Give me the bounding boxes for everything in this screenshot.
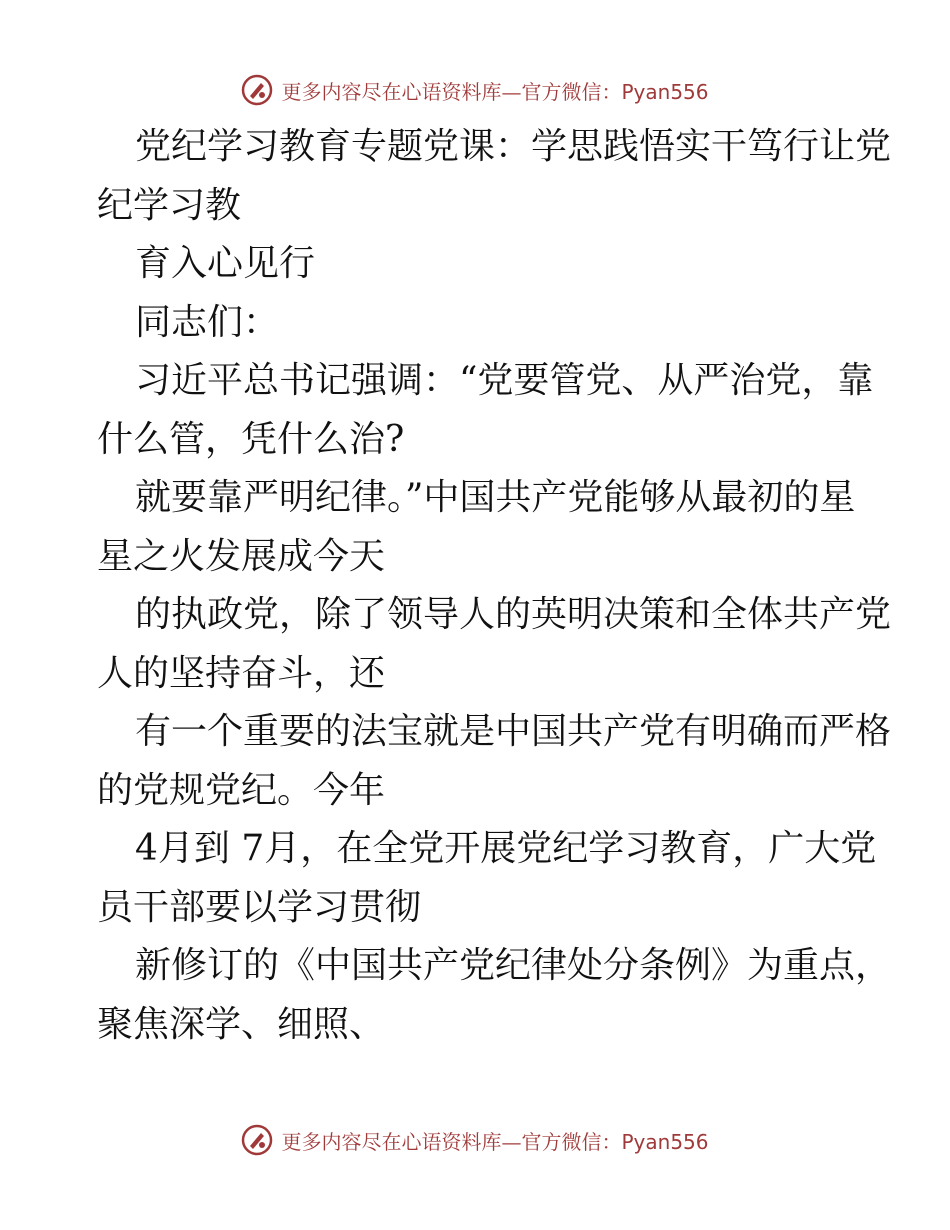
text-line: 的党规党纪。今年 [97, 769, 386, 811]
text-line: 习近平总书记强调：“党要管党、从严治党，靠 [135, 360, 874, 401]
text-line: 就要靠严明纪律。”中国共产党能够从最初的星 [135, 477, 856, 518]
text-line: 同志们： [135, 301, 280, 343]
footer-watermark [0, 1120, 950, 1160]
watermark-text: 更多内容尽在心语资料库—官方微信：Pyan556 [281, 1129, 709, 1154]
text-line: 4月到 7月，在全党开展党纪学习教育，广大党 [135, 828, 877, 869]
text-line: 新修订的《中国共产党纪律处分条例》为重点， [135, 945, 892, 986]
text-line: 什么管，凭什么治? [97, 418, 405, 460]
document-body [97, 118, 892, 1054]
header-watermark [0, 70, 950, 110]
text-line: 有一个重要的法宝就是中国共产党有明确而严格 [135, 711, 892, 752]
brand-logo-icon [241, 1124, 273, 1156]
text-line: 的执政党，除了领导人的英明决策和全体共产党 [135, 594, 892, 635]
brand-logo-icon [241, 74, 273, 106]
text-line: 人的坚持奋斗，还 [97, 652, 386, 694]
text-line: 党纪学习教育专题党课：学思践悟实干笃行让党 [135, 126, 892, 167]
text-line: 育入心见行 [135, 243, 316, 284]
text-line: 星之火发展成今天 [97, 535, 386, 577]
text-line: 员干部要以学习贯彻 [97, 886, 422, 928]
text-line: 纪学习教 [97, 184, 242, 226]
text-line: 聚焦深学、细照、 [97, 1003, 386, 1045]
watermark-text: 更多内容尽在心语资料库—官方微信：Pyan556 [281, 79, 709, 104]
